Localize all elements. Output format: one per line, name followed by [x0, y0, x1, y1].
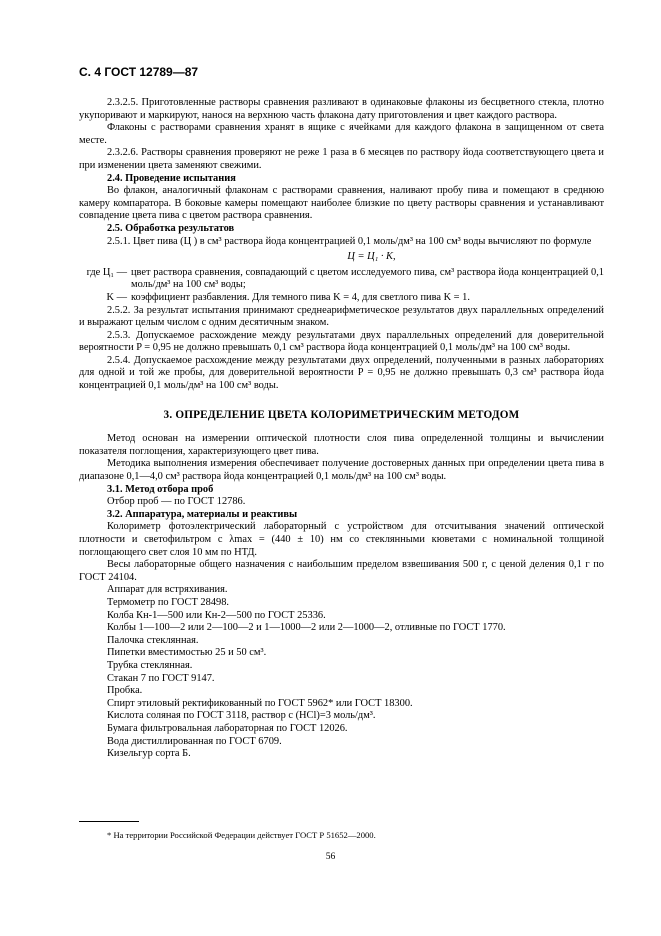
heading-3-1: 3.1. Метод отбора проб [107, 483, 214, 495]
paragraph-colorimeter: Колориметр фотоэлектрический лабораторный с устройством для отсчитывания значений оптической плотности и светофильтром с λmax = (440 ± 10) нм со стеклянными кюветами с номинальной толщиной поглощающего свет слоя 10 мм по НТД. [79, 521, 604, 558]
list-item: Аппарат для встряхивания. [107, 584, 228, 596]
page-header: С. 4 ГОСТ 12789—87 [79, 65, 199, 79]
list-item: Пипетки вместимостью 25 и 50 см³. [107, 647, 267, 659]
paragraph-test-procedure: Во флакон, аналогичный флаконам с растворами сравнения, наливают пробу пива и помещают в среднюю камеру компаратора. В боковые камеры помещают наиболее близкие по цвету растворы сравнения и устанавливают совпадение цвета пива с цветом раствора сравнения. [79, 185, 604, 222]
list-item: Термометр по ГОСТ 28498. [107, 596, 230, 608]
paragraph-2-3-2-6: 2.3.2.6. Растворы сравнения проверяют не реже 1 раза в 6 месяцев по раствору йода соответствующего цвета и при изменении цвета заменяют свежими. [79, 147, 604, 171]
list-item: Трубка стеклянная. [107, 659, 193, 671]
footnote-divider [79, 821, 139, 822]
paragraph-2-3-2-5: 2.3.2.5. Приготовленные растворы сравнения разливают в одинаковые флаконы из бесцветного стекла, плотно укупоривают и маркируют, нанося на верхнюю часть флакона дату приготовления и цвет каждого раствора. [79, 97, 604, 121]
paragraph-method-range: Методика выполнения измерения обеспечивает получение достоверных данных при определении цвета пива в диапазоне 0,1—4,0 см³ раствора йода концентрацией 0,1 моль/дм³ на 100 см³ воды. [79, 458, 604, 483]
list-item: Бумага фильтровальная лабораторная по ГОСТ 12026. [107, 722, 348, 734]
paragraph-2-5-1: 2.5.1. Цвет пива (Ц ) в см³ раствора йода концентрацией 0,1 моль/дм³ на 100 см³ воды вычисляют по формуле [107, 235, 592, 247]
definition-k [79, 292, 604, 305]
page-number: 56 [325, 851, 336, 862]
document-body [79, 97, 604, 761]
list-item: Палочка стеклянная. [107, 634, 199, 646]
formula: Ц = Ц₁ · K, [347, 251, 396, 263]
definition-text: цвет раствора сравнения, совпадающий с цветом исследуемого пива, см³ раствора йода концентрацией 0,1 моль/дм³ на 100 см³ воды; [131, 266, 604, 291]
list-item: Кизельгур сорта Б. [107, 748, 191, 760]
definition-term: где Ц₁ — [86, 266, 127, 278]
paragraph-2-5-4: 2.5.4. Допускаемое расхождение между результатами двух определений, полученными в разных лабораториях для одной и той же пробы, для доверительной вероятности P = 0,95 не должно превышать 0,3 см³ раствора йода концентрацией 0,1 моль/дм³ на 100 см³ воды. [79, 354, 604, 392]
definition-c1 [79, 267, 604, 292]
paragraph-sampling: Отбор проб — по ГОСТ 12786. [107, 496, 246, 508]
section-3-title: 3. ОПРЕДЕЛЕНИЕ ЦВЕТА КОЛОРИМЕТРИЧЕСКИМ МЕТОДОМ [163, 408, 520, 421]
heading-3-2: 3.2. Аппаратура, материалы и реактивы [107, 508, 298, 520]
paragraph-2-5-2: 2.5.2. За результат испытания принимают среднеарифметическое результатов двух параллельных определений и выражают целым числом с одним десятичным знаком. [79, 304, 604, 329]
definition-term: K — [106, 291, 127, 303]
heading-2-5: 2.5. Обработка результатов [107, 222, 235, 234]
list-item: Колба Кн-1—500 или Кн-2—500 по ГОСТ 25336. [107, 609, 326, 621]
paragraph-2-5-3: 2.5.3. Допускаемое расхождение между результатами двух параллельных определений для доверительной вероятности P = 0,95 не должно превышать 0,1 см³ раствора йода концентрацией 0,1 моль/дм³ на 100 см³ воды. [79, 329, 604, 354]
list-item: Стакан 7 по ГОСТ 9147. [107, 672, 215, 684]
equipment-list [79, 584, 604, 760]
footnote: * На территории Российской Федерации действует ГОСТ Р 51652—2000. [107, 830, 376, 840]
list-item: Колбы 1—100—2 или 2—100—2 и 1—1000—2 или 2—1000—2, отливные по ГОСТ 1770. [107, 622, 506, 634]
definition-text: коэффициент разбавления. Для темного пива K = 4, для светлого пива K = 1. [131, 291, 470, 303]
paragraph-scales: Весы лабораторные общего назначения с наибольшим пределом взвешивания 500 г, с ценой деления 0,1 г по ГОСТ 24104. [79, 559, 604, 583]
paragraph-storage: Флаконы с растворами сравнения хранят в ящике с ячейками для каждого флакона в защищенном от света месте. [79, 122, 604, 146]
list-item: Пробка. [107, 685, 143, 697]
list-item: Спирт этиловый ректификованный по ГОСТ 5962* или ГОСТ 18300. [107, 697, 413, 709]
list-item: Вода дистиллированная по ГОСТ 6709. [107, 735, 282, 747]
list-item: Кислота соляная по ГОСТ 3118, раствор c (HCl)=3 моль/дм³. [107, 710, 376, 722]
paragraph-method-basis: Метод основан на измерении оптической плотности слоя пива определенной толщины и вычислении показателя поглощения, характеризующего цвет пива. [79, 433, 604, 457]
heading-2-4: 2.4. Проведение испытания [107, 172, 236, 184]
